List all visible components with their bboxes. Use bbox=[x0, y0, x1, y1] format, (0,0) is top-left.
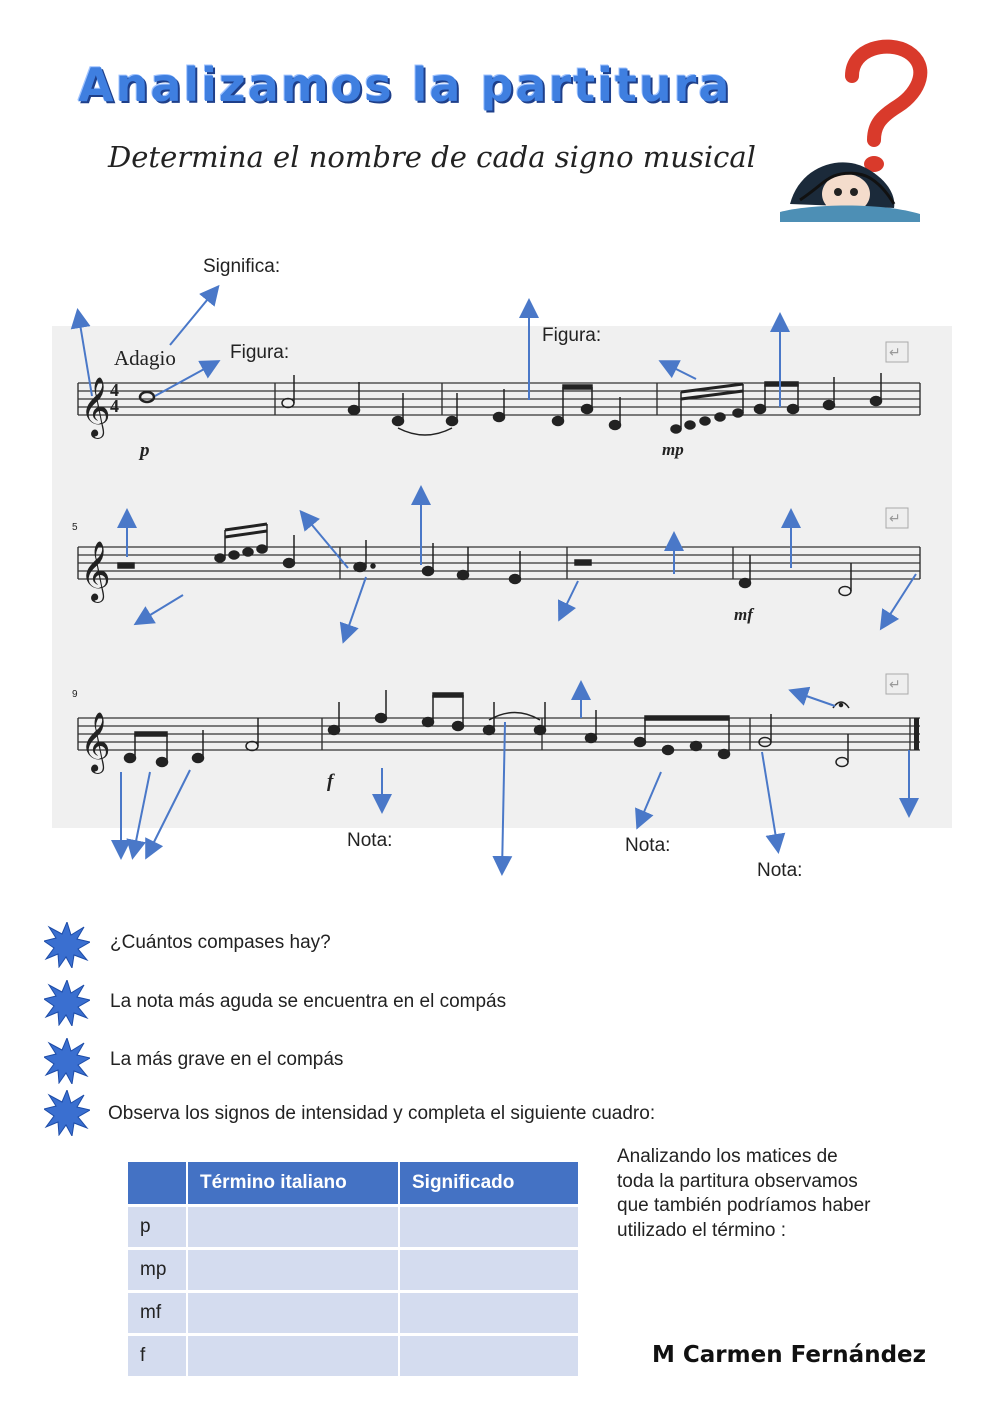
bar-lines bbox=[78, 380, 920, 750]
question-nota-aguda: La nota más aguda se encuentra en el compás bbox=[110, 991, 507, 1012]
table-cell-input[interactable] bbox=[187, 1335, 399, 1377]
table-cell-dynamic: p bbox=[128, 1206, 187, 1249]
table-row bbox=[128, 1249, 579, 1292]
question-intensidad: Observa los signos de intensidad y completa el siguiente cuadro: bbox=[108, 1103, 656, 1124]
label-nota-2: Nota: bbox=[625, 835, 671, 856]
time-signature: 4 4 bbox=[110, 380, 119, 416]
star-bullet-icon bbox=[44, 1090, 90, 1136]
dynamic-mp: mp bbox=[662, 440, 684, 459]
treble-clef-1: 𝄞 bbox=[80, 377, 111, 437]
label-figura-2: Figura: bbox=[542, 325, 602, 346]
staff-lines bbox=[78, 380, 920, 750]
treble-clef-2: 𝄞 bbox=[80, 541, 111, 601]
notes-system-2 bbox=[118, 524, 851, 596]
svg-text:↵: ↵ bbox=[889, 345, 901, 361]
question-nota-grave: La más grave en el compás bbox=[110, 1049, 344, 1070]
table-cell-dynamic: f bbox=[128, 1335, 187, 1377]
dynamics-table bbox=[128, 1162, 580, 1376]
table-row bbox=[128, 1206, 579, 1249]
dynamic-p: p bbox=[140, 440, 150, 461]
table-header-significado: Significado bbox=[399, 1162, 579, 1206]
star-bullet-icon bbox=[44, 922, 90, 968]
side-note: Analizando los matices de toda la partitura observamos que también podríamos haber utilizado el término : bbox=[617, 1146, 871, 1241]
table-cell-input[interactable] bbox=[187, 1249, 399, 1292]
table-row bbox=[128, 1292, 579, 1335]
treble-clef-3: 𝄞 bbox=[80, 712, 111, 772]
table-row bbox=[128, 1335, 579, 1377]
dynamic-f: f bbox=[327, 771, 334, 792]
page-title: Analizamos la partitura bbox=[78, 58, 732, 112]
star-bullet-icon bbox=[44, 980, 90, 1026]
svg-text:↵: ↵ bbox=[889, 677, 901, 693]
label-nota-1: Nota: bbox=[347, 830, 393, 851]
measure-number-9: 9 bbox=[72, 689, 78, 700]
table-cell-input[interactable] bbox=[187, 1292, 399, 1335]
dynamic-mf: mf bbox=[734, 605, 753, 624]
table-cell-input[interactable] bbox=[399, 1249, 579, 1292]
annotation-arrows bbox=[78, 288, 916, 872]
svg-text:↵: ↵ bbox=[889, 511, 901, 527]
table-cell-input[interactable] bbox=[399, 1292, 579, 1335]
tempo-marking: Adagio bbox=[114, 346, 176, 370]
notes-system-1 bbox=[140, 373, 882, 435]
table-header-empty bbox=[128, 1162, 187, 1206]
table-cell-dynamic: mp bbox=[128, 1249, 187, 1292]
author-name: M Carmen Fernández bbox=[652, 1342, 927, 1368]
table-header-termino: Término italiano bbox=[187, 1162, 399, 1206]
label-nota-3: Nota: bbox=[757, 860, 803, 881]
table-cell-input[interactable] bbox=[399, 1206, 579, 1249]
table-cell-input[interactable] bbox=[399, 1335, 579, 1377]
label-figura-1: Figura: bbox=[230, 342, 290, 363]
notes-system-3 bbox=[125, 690, 850, 767]
final-barline bbox=[914, 718, 919, 750]
page-subtitle: Determina el nombre de cada signo musical bbox=[108, 140, 756, 174]
question-compases: ¿Cuántos compases hay? bbox=[110, 932, 331, 953]
table-cell-dynamic: mf bbox=[128, 1292, 187, 1335]
star-bullet-icon bbox=[44, 1038, 90, 1084]
measure-number-5: 5 bbox=[72, 522, 78, 533]
label-significa: Significa: bbox=[203, 256, 281, 277]
table-cell-input[interactable] bbox=[187, 1206, 399, 1249]
